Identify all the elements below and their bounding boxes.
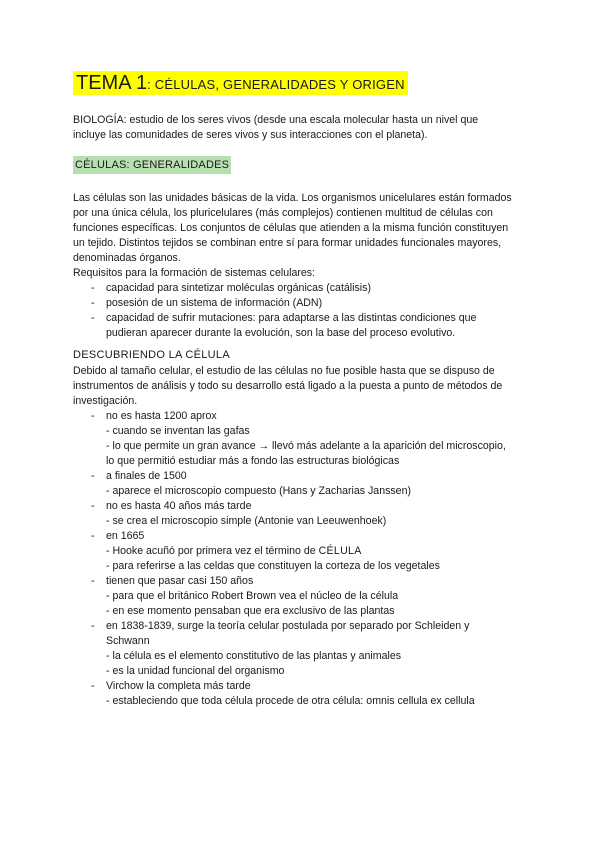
timeline-main: a finales de 1500 [106,470,187,482]
timeline-sub: - cuando se inventan las gafas [106,425,250,437]
timeline-sub: - se crea el microscopio simple (Antonie van Leeuwenhoek) [106,515,387,527]
title-subject: : CÉLULAS, GENERALIDADES Y ORIGEN [147,77,405,92]
timeline-sub: - la célula es el elemento constitutivo de las plantas y animales [106,650,402,662]
section-generalidades-body [73,191,513,341]
timeline-sub [106,544,513,559]
descubriendo-paragraph: Debido al tamaño celular, el estudio de las células no fue posible hasta que se dispuso de instrumentos de análisis y todo su desarrollo está ligado a la puesta a punto de métodos de investigación. [73,365,503,407]
section-heading-descubriendo: DESCUBRIENDO LA CÉLULA [73,349,230,361]
requirements-intro: Requisitos para la formación de sistemas celulares: [73,267,316,279]
timeline-sub: - lo que permite un gran avance → llevó más adelante a la aparición del microscopio, lo que permitió estudiar más a fondo las estructuras biológicas [106,440,506,467]
list-item: - tienen que pasar casi 150 años - para que el británico Robert Brown vea el núcleo de la célula - en ese momento pensaban que era exclusivo de las plantas [73,574,513,619]
requirement-text: capacidad para sintetizar moléculas orgánicas (catálisis) [106,282,371,294]
list-item: - capacidad para sintetizar moléculas orgánicas (catálisis) [91,282,371,294]
requirement-text: posesión de un sistema de información (ADN) [106,297,323,309]
celula-term: CÉLULA [318,545,362,557]
timeline-main: Virchow la completa más tarde [106,680,251,692]
requirement-text: capacidad de sufrir mutaciones: para adaptarse a las distintas condiciones que pudieran aparecer durante la evolución, son la base del proceso evolutivo. [106,312,477,339]
list-item: - a finales de 1500 - aparece el microscopio compuesto (Hans y Zacharias Janssen) [73,469,513,499]
list-item: - no es hasta 40 años más tarde - se crea el microscopio simple (Antonie van Leeuwenhoek) [73,499,513,529]
timeline-sub: - es la unidad funcional del organismo [106,665,285,677]
section-heading-generalidades: CÉLULAS: GENERALIDADES [73,156,231,174]
list-item: - en 1665 - Hooke acuñó por primera vez el término de CÉLULA - para referirse a las celdas que constituyen la corteza de los vegetales [73,529,513,574]
list-item: - en 1838-1839, surge la teoría celular postulada por separado por Schleiden y Schwann - la célula es el elemento constitutivo de las plantas y animales - es la unidad funcional del organismo [73,619,513,679]
timeline-main: tienen que pasar casi 150 años [106,575,254,587]
timeline-sub: - para referirse a las celdas que constituyen la corteza de los vegetales [106,560,440,572]
timeline-main: no es hasta 40 años más tarde [106,500,252,512]
generalidades-paragraph: Las células son las unidades básicas de la vida. Los organismos unicelulares están formados por una única célula, los pluricelulares (más complejos) contienen multitud de células con funciones específicas. Los conjuntos de células que atienden a la misma función constituyen un tejido. Distintos tejidos se combinan entre sí para formar unidades funcionales mayores, denominadas órganos. [73,192,512,264]
timeline-sub: - para que el británico Robert Brown vea el núcleo de la célula [106,590,399,602]
timeline-main: en 1838-1839, surge la teoría celular postulada por separado por Schleiden y Schwann [106,620,470,647]
page-title [73,71,408,95]
list-item: - posesión de un sistema de información (ADN) [91,297,323,309]
timeline-main: en 1665 [106,530,145,542]
timeline-list [73,409,513,709]
list-item: - Virchow la completa más tarde - estableciendo que toda célula procede de otra célula: omnis cellula ex cellula [73,679,513,709]
list-item: - capacidad de sufrir mutaciones: para adaptarse a las distintas condiciones que pudieran aparecer durante la evolución, son la base del proceso evolutivo. [91,312,477,339]
list-item: - no es hasta 1200 aprox - cuando se inventan las gafas - lo que permite un gran avance → llevó más adelante a la aparición del microscopio, lo que permitió estudiar más a fondo las estructuras biológicas [73,409,513,469]
title-number: TEMA 1 [76,72,148,94]
hooke-text: - Hooke acuñó por primera vez el término de [106,545,319,557]
timeline-sub: - aparece el microscopio compuesto (Hans y Zacharias Janssen) [106,485,411,497]
biology-definition: BIOLOGÍA: estudio de los seres vivos (desde una escala molecular hasta un nivel que incluye las comunidades de seres vivos y sus interacciones con el planeta). [73,114,479,141]
timeline-sub: - en ese momento pensaban que era exclusivo de las plantas [106,605,395,617]
section-descubriendo-body [73,364,513,709]
requirements-list [73,281,513,341]
timeline-sub: - estableciendo que toda célula procede de otra célula: omnis cellula ex cellula [106,695,475,707]
timeline-main: no es hasta 1200 aprox [106,410,217,422]
